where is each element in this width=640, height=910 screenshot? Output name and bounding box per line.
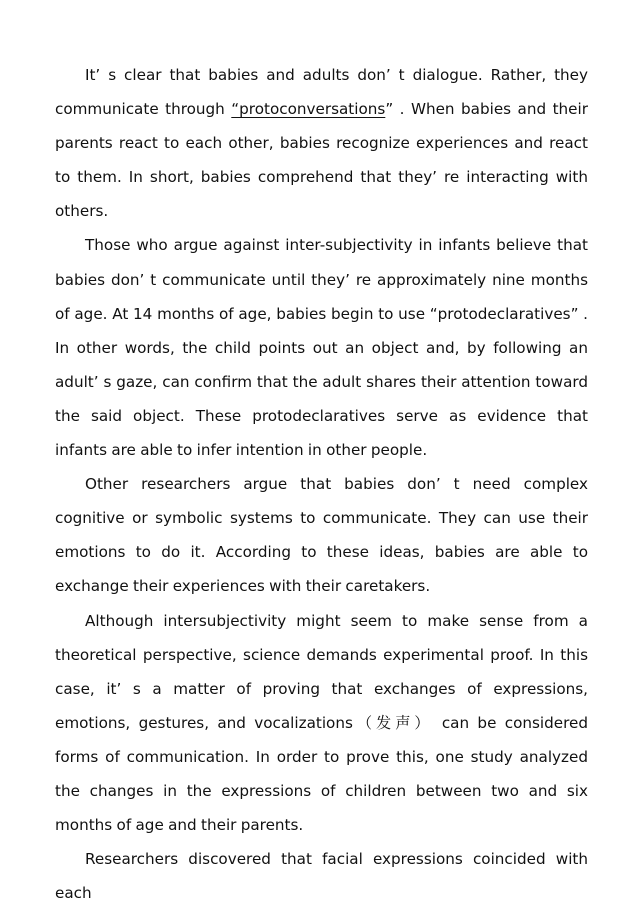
paragraph-5: Researchers discovered that facial expressions coincided with each bbox=[55, 850, 588, 903]
paragraph-1-text-b: ” . When babies and their parents react to each other, babies recognize experiences and react to them. In short, babies comprehend that they’ re interacting with others. bbox=[55, 100, 588, 221]
paragraph-1-text-a: It’ s clear that babies and adults don’ t dialogue. Rather, they communicate through bbox=[55, 66, 588, 119]
paragraph-1 bbox=[55, 58, 588, 228]
document-page bbox=[55, 58, 588, 910]
protoconversations-term: “protoconversations bbox=[231, 100, 386, 119]
paragraph-2: Those who argue against inter-subjectivity in infants believe that babies don’ t communicate until they’ re approximately nine months of age. At 14 months of age, babies begin to use “protodeclaratives” . In other words, the child points out an object and, by following an adult’ s gaze, can confirm that the adult shares their attention toward the said object. These protodeclaratives serve as evidence that infants are able to infer intention in other people. bbox=[55, 236, 588, 460]
paragraph-4: Although intersubjectivity might seem to make sense from a theoretical perspective, science demands experimental proof. In this case, it’ s a matter of proving that exchanges of expressions, emotions, gestures, and vocalizations（发声） can be considered forms of communication. In order to prove this, one study analyzed the changes in the expressions of children between two and six months of age and their parents. bbox=[55, 611, 588, 835]
paragraph-3: Other researchers argue that babies don’ t need complex cognitive or symbolic systems to communicate. They can use their emotions to do it. According to these ideas, babies are able to exchange their experiences with their caretakers. bbox=[55, 475, 588, 596]
